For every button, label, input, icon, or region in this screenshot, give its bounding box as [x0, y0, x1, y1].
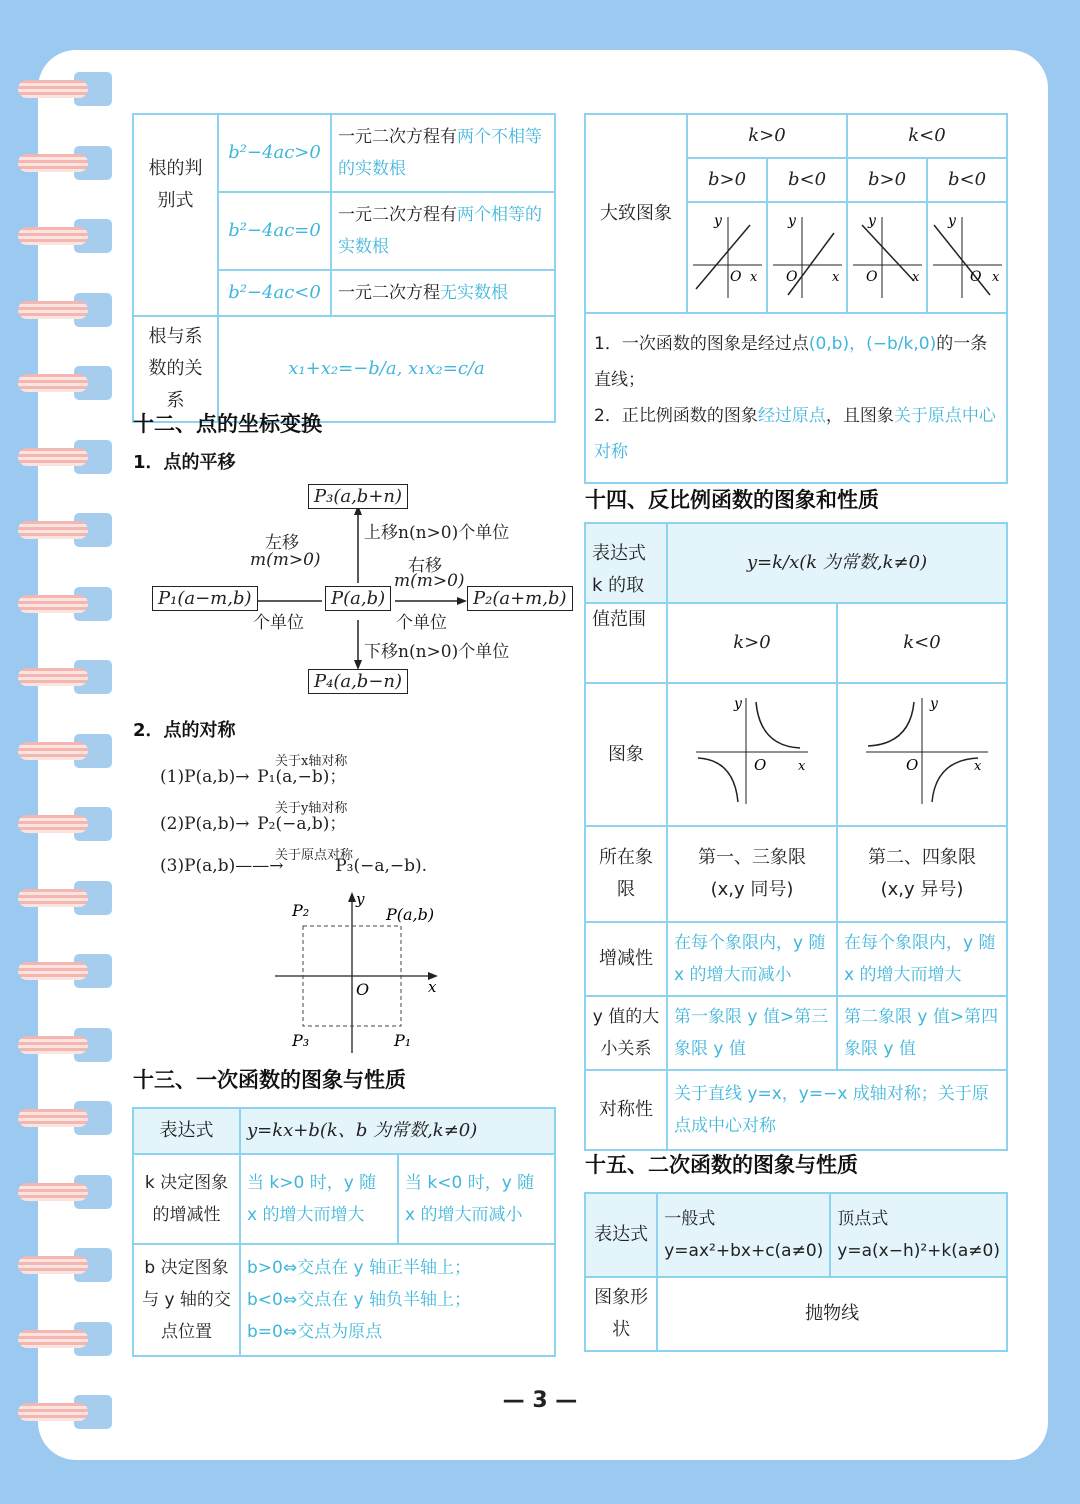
- svg-text:y: y: [930, 696, 938, 712]
- binding-ring: [18, 881, 114, 915]
- general-form: 一般式 y=ax²+bx+c(a≠0): [657, 1193, 830, 1277]
- graph-label: 大致图象: [585, 114, 687, 313]
- inverse-table: [584, 522, 1008, 1151]
- roots-table: [132, 113, 556, 423]
- range-label-2: 值范围: [585, 603, 667, 683]
- sym-post: P₃(−a,−b).: [335, 856, 428, 876]
- root-hl: 两个相等的实数根: [338, 205, 542, 257]
- down-label: 下移n(n>0)个单位: [364, 642, 510, 662]
- b-line-2: b<0⇔交点在 y 轴负半轴上；: [247, 1290, 471, 1310]
- binding-ring: [18, 72, 114, 106]
- fig-x-label: x: [428, 978, 437, 996]
- graph-cell-2: [767, 202, 847, 313]
- linear-graph-table: [584, 113, 1008, 484]
- svg-text:y: y: [948, 213, 956, 229]
- k-pos: k>0: [667, 603, 837, 683]
- mono-a: 在每个象限内，y 随 x 的增大而减小: [667, 922, 837, 996]
- sym-value: 关于直线 y=x，y=−x 成轴对称；关于原点成中心对称: [667, 1070, 1007, 1150]
- sym-pre: (2)P(a,b): [160, 814, 236, 834]
- note-2-hl2: 关于原点中心对称: [594, 406, 996, 462]
- b-line-3: b=0⇔交点为原点: [247, 1322, 383, 1342]
- up-label: 上移n(n>0)个单位: [364, 523, 510, 543]
- quad-a: 第一、三象限: [698, 847, 806, 868]
- discriminant-label: 根的判别式: [133, 114, 218, 316]
- binding-ring: [18, 954, 114, 988]
- svg-text:O: O: [730, 269, 742, 285]
- inverse-expr: y=k/x(k 为常数,k≠0): [667, 523, 1007, 603]
- svg-text:x: x: [832, 270, 840, 285]
- section-14-title: 十四、反比例函数的图象和性质: [585, 488, 879, 512]
- quad-b: 第二、四象限: [868, 847, 976, 868]
- section-15-title: 十五、二次函数的图象与性质: [585, 1153, 858, 1177]
- b-line-1: b>0⇔交点在 y 轴正半轴上；: [247, 1258, 471, 1278]
- point-right: P₂(a+m,b): [467, 586, 573, 611]
- graph-label: 图象: [585, 683, 667, 826]
- shape-value: 抛物线: [657, 1277, 1007, 1351]
- cmp-a: 第一象限 y 值>第三象限 y 值: [667, 996, 837, 1070]
- graph-cell-4: [927, 202, 1007, 313]
- binding-ring: [18, 146, 114, 180]
- svg-text:x: x: [798, 759, 806, 774]
- k-pos-text: 当 k>0 时，y 随 x 的增大而增大: [240, 1154, 398, 1244]
- root-hl: 无实数根: [440, 283, 508, 303]
- vieta-label: 根与系数的关系: [133, 316, 218, 422]
- note-2-hl1: 经过原点: [757, 406, 826, 426]
- point-down: P₄(a,b−n): [308, 669, 408, 694]
- quad-label: 所在象限: [585, 826, 667, 922]
- sym-over-3: 关于原点对称: [275, 848, 354, 863]
- left-label-3: 个单位: [253, 613, 304, 633]
- point-up: P₃(a,b+n): [308, 484, 408, 509]
- fig-origin: O: [356, 980, 370, 999]
- binding-ring: [18, 1101, 114, 1135]
- root-text: 一元二次方程有: [338, 127, 457, 147]
- page-number: — 3 —: [502, 1388, 578, 1413]
- shape-label: 图象形状: [585, 1277, 657, 1351]
- k-neg: k<0: [847, 114, 1007, 158]
- right-label-2: m(m>0): [394, 571, 465, 591]
- b-neg: b<0: [927, 158, 1007, 202]
- svg-text:O: O: [866, 269, 878, 285]
- sec12-sub1: 1．点的平移: [133, 452, 236, 473]
- point-center: P(a,b): [325, 586, 391, 611]
- cond-zero: b²−4ac=0: [218, 192, 331, 270]
- svg-text:y: y: [788, 213, 796, 229]
- svg-text:y: y: [868, 213, 876, 229]
- k-neg: k<0: [837, 603, 1007, 683]
- quadratic-table: [584, 1192, 1008, 1352]
- expr-value: y=kx+b(k、b 为常数,k≠0): [240, 1108, 555, 1154]
- expr-label: 表达式: [592, 543, 646, 564]
- cmp-b: 第二象限 y 值>第四象限 y 值: [837, 996, 1007, 1070]
- binding-ring: [18, 587, 114, 621]
- binding-ring: [18, 1028, 114, 1062]
- point-left: P₁(a−m,b): [152, 586, 258, 611]
- svg-text:x: x: [912, 270, 920, 285]
- line-graph-kneg-bpos: [848, 203, 926, 301]
- sym-post: P₂(−a,b)；: [257, 814, 347, 834]
- sym-pre: (3)P(a,b): [160, 856, 236, 876]
- binding-ring: [18, 734, 114, 768]
- root-text: 一元二次方程有: [338, 205, 457, 225]
- k-neg-text: 当 k<0 时，y 随 x 的增大而减小: [398, 1154, 555, 1244]
- right-label-3: 个单位: [396, 613, 447, 633]
- right-label-1: 右移: [408, 556, 442, 576]
- sym-row-2: (2)P(a,b)→ P₂(−a,b)；: [160, 814, 347, 834]
- section-13-title: 十三、一次函数的图象与性质: [133, 1068, 406, 1092]
- symmetry-figure: [270, 888, 470, 1058]
- binding-ring: [18, 366, 114, 400]
- linear-table: [132, 1107, 556, 1357]
- svg-text:O: O: [786, 269, 798, 285]
- b-neg: b<0: [767, 158, 847, 202]
- sym-over-1: 关于x轴对称: [275, 754, 348, 769]
- svg-text:O: O: [754, 756, 767, 774]
- root-text: 一元二次方程: [338, 283, 440, 303]
- fig-y-label: y: [356, 890, 365, 908]
- binding-ring: [18, 1248, 114, 1282]
- left-label-1: 左移: [265, 533, 299, 553]
- binding-ring: [18, 1322, 114, 1356]
- quad-b2: (x,y 异号): [880, 879, 964, 900]
- fig-p: P(a,b): [386, 905, 435, 924]
- sym-post: P₁(a,−b)；: [257, 767, 347, 787]
- line-graph-kneg-bneg: [928, 203, 1006, 301]
- note-1-end: 的一条直线；: [594, 334, 988, 390]
- graph-cell-1: [687, 202, 767, 313]
- k-label: k 决定图象的增减性: [133, 1154, 240, 1244]
- svg-text:y: y: [714, 213, 722, 229]
- vieta-formula: x₁+x₂=−b/a, x₁x₂=c/a: [218, 316, 555, 422]
- vertex-form: 顶点式 y=a(x−h)²+k(a≠0): [830, 1193, 1007, 1277]
- binding-ring: [18, 440, 114, 474]
- quad-a2: (x,y 同号): [710, 879, 794, 900]
- fig-p1: P₁: [394, 1031, 412, 1050]
- sym-pre: (1)P(a,b): [160, 767, 236, 787]
- note-1-hl: (0,b)，(−b/k,0): [808, 334, 937, 354]
- left-label-2: m(m>0): [250, 550, 321, 570]
- b-pos: b>0: [847, 158, 927, 202]
- hyperbola-kneg: [838, 684, 1006, 814]
- svg-text:O: O: [970, 269, 982, 285]
- binding-ring: [18, 807, 114, 841]
- svg-text:O: O: [906, 756, 919, 774]
- b-label: b 决定图象与 y 轴的交点位置: [133, 1244, 240, 1356]
- b-pos: b>0: [687, 158, 767, 202]
- line-graph-kpos-bpos: [688, 203, 766, 301]
- binding-ring: [18, 1175, 114, 1209]
- svg-text:y: y: [734, 696, 742, 712]
- cmp-label: y 值的大小关系: [585, 996, 667, 1070]
- cond-negative: b²−4ac<0: [218, 270, 331, 316]
- binding-ring: [18, 293, 114, 327]
- k-pos: k>0: [687, 114, 847, 158]
- binding-ring: [18, 660, 114, 694]
- root-hl: 两个不相等的实数根: [338, 127, 542, 179]
- quad-expr-label: 表达式: [585, 1193, 657, 1277]
- note-2-mid: ，且图象: [825, 406, 894, 426]
- cond-positive: b²−4ac>0: [218, 114, 331, 192]
- mono-b: 在每个象限内，y 随 x 的增大而增大: [837, 922, 1007, 996]
- section-12-title: 十二、点的坐标变换: [133, 412, 322, 436]
- sym-row-3: (3)P(a,b)——→ P₃(−a,−b).: [160, 856, 428, 876]
- sym-over-2: 关于y轴对称: [275, 801, 348, 816]
- sym-row-1: (1)P(a,b)→ P₁(a,−b)；: [160, 767, 347, 787]
- sym-label: 对称性: [585, 1070, 667, 1150]
- binding-ring: [18, 513, 114, 547]
- line-graph-kpos-bneg: [768, 203, 846, 301]
- fig-p2: P₂: [292, 901, 310, 920]
- note-2: 2．正比例函数的图象: [594, 406, 758, 426]
- expr-label: 表达式: [133, 1108, 240, 1154]
- binding-ring: [18, 219, 114, 253]
- mono-label: 增减性: [585, 922, 667, 996]
- graph-cell-3: [847, 202, 927, 313]
- svg-text:x: x: [974, 759, 982, 774]
- svg-text:x: x: [992, 270, 1000, 285]
- hyperbola-kpos: [668, 684, 836, 814]
- fig-p3: P₃: [292, 1031, 310, 1050]
- range-label-1: k 的取: [592, 575, 645, 596]
- note-1: 1．一次函数的图象是经过点: [594, 334, 809, 354]
- svg-text:x: x: [750, 270, 758, 285]
- sec12-sub2: 2．点的对称: [133, 720, 236, 741]
